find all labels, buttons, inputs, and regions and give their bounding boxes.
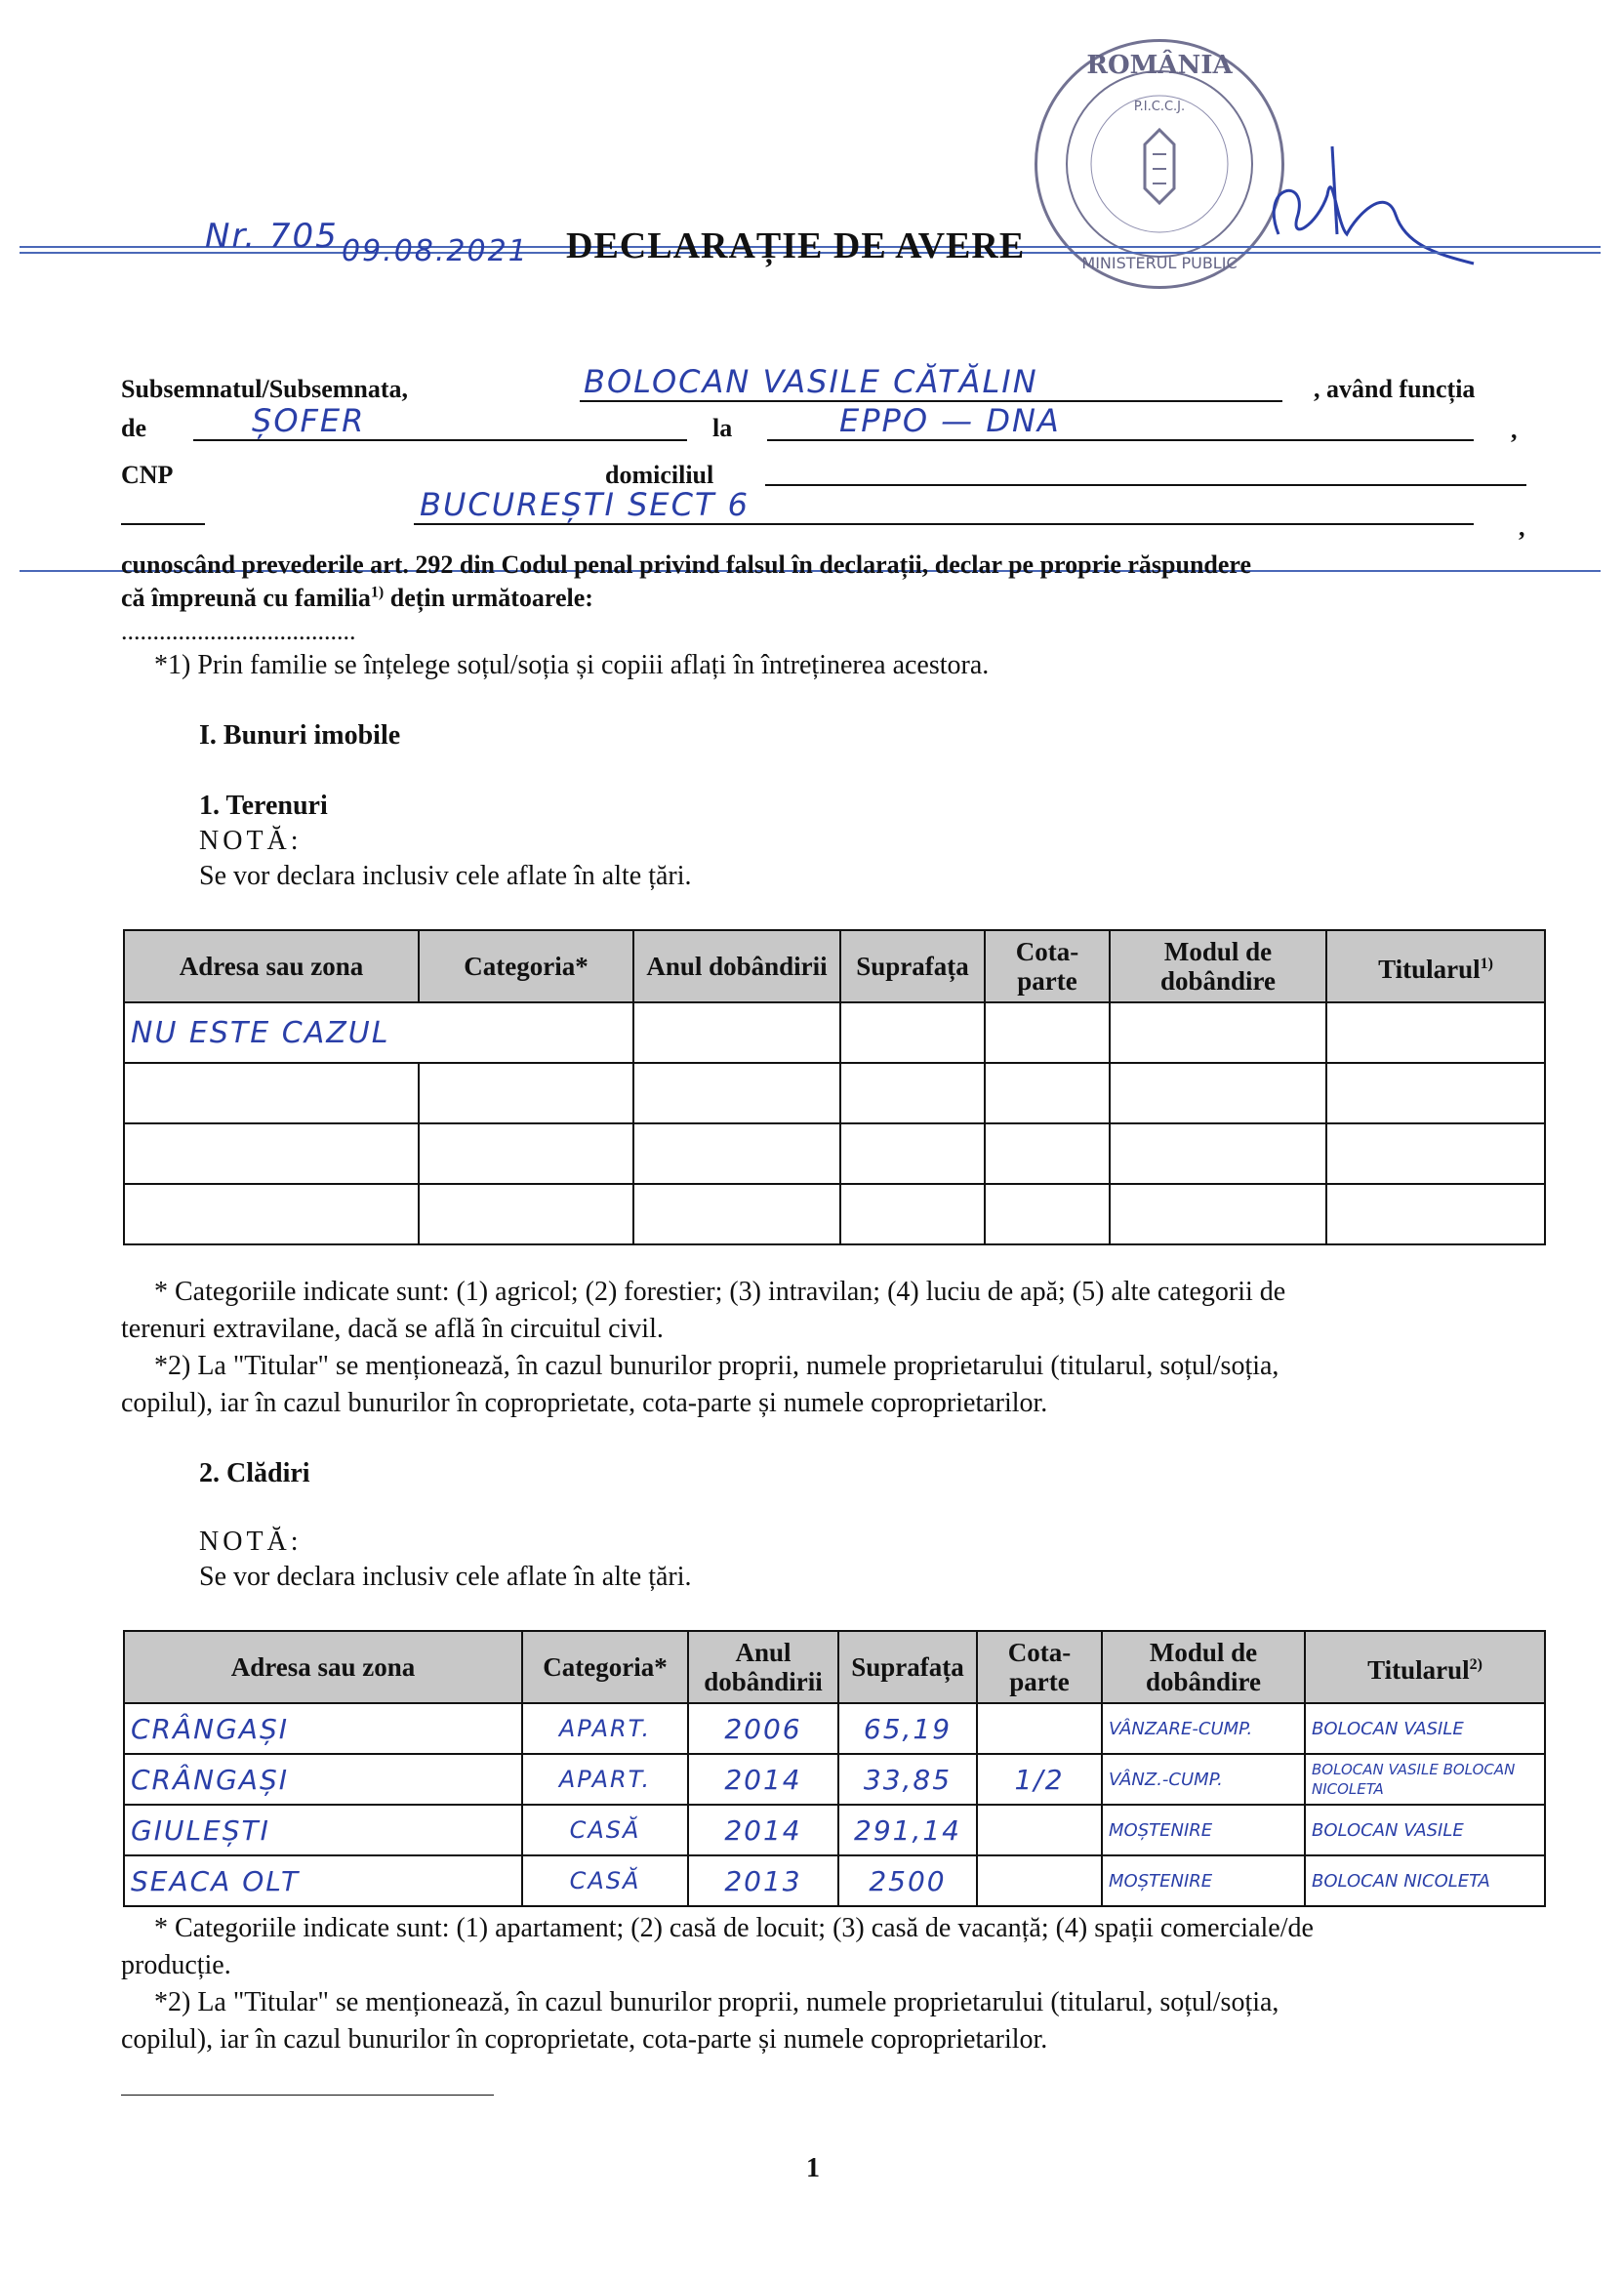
statement-line2 [121, 584, 593, 613]
cladiri-owner: BOLOCAN VASILE [1305, 1805, 1545, 1855]
terenuri-header-address: Adresa sau zona [124, 930, 419, 1002]
statement-line2-a: că împreună cu familia [121, 584, 371, 612]
cladiri-address: SEACA OLT [124, 1855, 522, 1906]
table-cell [1326, 1123, 1545, 1184]
terenuri-note-categories-2: terenuri extravilane, dacă se află în circuitul civil. [121, 1314, 664, 1344]
cladiri-owner: BOLOCAN VASILE [1305, 1703, 1545, 1754]
svg-text:MINISTERUL PUBLIC: MINISTERUL PUBLIC [1081, 254, 1238, 272]
cladiri-header-owner-sup: 2) [1469, 1655, 1482, 1673]
table-row [124, 1703, 1545, 1754]
cladiri-year: 2014 [688, 1754, 838, 1805]
cladiri-header-share: Cota-parte [977, 1631, 1102, 1703]
terenuri-header-category: Categoria* [419, 930, 633, 1002]
terenuri-nota-text: Se vor declara inclusiv cele aflate în alte țări. [199, 861, 692, 891]
cladiri-mode: VÂNZARE-CUMP. [1102, 1703, 1305, 1754]
table-cell [1110, 1123, 1326, 1184]
table-cell [1110, 1002, 1326, 1063]
svg-text:P.I.C.C.J.: P.I.C.C.J. [1133, 100, 1186, 114]
terenuri-note-categories-1: * Categoriile indicate sunt: (1) agricol; (2) forestier; (3) intravilan; (4) luciu de apă; (5) alte categorii de [154, 1277, 1286, 1307]
cladiri-note-titular-1: *2) La "Titular" se menționează, în cazul bunurilor proprii, numele proprietarului (titularul, soțul/soția, [154, 1987, 1279, 2017]
terenuri-note-titular-2: copilul), iar în cazul bunurilor în coproprietate, cota-parte și numele coproprietarilor. [121, 1388, 1048, 1418]
table-cell [419, 1184, 633, 1244]
terenuri-table [123, 929, 1546, 1245]
domicile-label: domiciliul [605, 461, 714, 489]
terenuri-header-owner-sup: 1) [1480, 955, 1493, 972]
table-cell [840, 1002, 985, 1063]
cladiri-year: 2014 [688, 1805, 838, 1855]
signature [1239, 127, 1483, 283]
cladiri-surface: 33,85 [838, 1754, 977, 1805]
institution-underline [767, 439, 1474, 441]
cladiri-surface: 291,14 [838, 1805, 977, 1855]
la-label: la [712, 414, 733, 442]
cladiri-owner: BOLOCAN VASILE BOLOCAN NICOLETA [1305, 1754, 1545, 1805]
declarant-function: ȘOFER [252, 402, 366, 439]
table-cell [985, 1002, 1110, 1063]
declarant-institution: EPPO — DNA [839, 402, 1061, 439]
table-cell [1326, 1063, 1545, 1123]
cladiri-year: 2006 [688, 1703, 838, 1754]
table-row [124, 1805, 1545, 1855]
cladiri-header-address: Adresa sau zona [124, 1631, 522, 1703]
terenuri-header-share: Cota-parte [985, 930, 1110, 1002]
table-cell [633, 1002, 840, 1063]
cladiri-category: APART. [522, 1703, 688, 1754]
cladiri-mode: MOȘTENIRE [1102, 1805, 1305, 1855]
terenuri-nota: NOTĂ: [199, 826, 303, 856]
terenuri-cell-nu-este-cazul: NU ESTE CAZUL [124, 1002, 633, 1063]
cladiri-mode: VÂNZ.-CUMP. [1102, 1754, 1305, 1805]
cladiri-address: CRÂNGAȘI [124, 1703, 522, 1754]
table-row [124, 1754, 1545, 1805]
cladiri-header-year: Anul dobândirii [688, 1631, 838, 1703]
cladiri-header-owner [1305, 1631, 1545, 1703]
function-label: , având funcția [1314, 375, 1476, 403]
table-cell [124, 1184, 419, 1244]
footnote-family: *1) Prin familie se înțelege soțul/soția și copiii aflați în întreținerea acestora. [154, 650, 990, 680]
table-cell [419, 1063, 633, 1123]
cladiri-nota: NOTĂ: [199, 1527, 303, 1557]
cladiri-mode: MOȘTENIRE [1102, 1855, 1305, 1906]
table-cell [840, 1123, 985, 1184]
terenuri-header-mode: Modul de dobândire [1110, 930, 1326, 1002]
domicile-underline-top [765, 484, 1526, 486]
line3-comma: , [1519, 513, 1525, 542]
cladiri-header-row [124, 1631, 1545, 1703]
cladiri-address: GIULEȘTI [124, 1805, 522, 1855]
document-title: DECLARAȚIE DE AVERE [566, 225, 1026, 266]
table-cell [1326, 1184, 1545, 1244]
cladiri-share [977, 1855, 1102, 1906]
table-cell [985, 1123, 1110, 1184]
declarant-domicile: BUCUREȘTI SECT 6 [420, 486, 751, 523]
terenuri-header-owner [1326, 930, 1545, 1002]
cladiri-note-categories-2: producție. [121, 1950, 231, 1980]
cladiri-share: 1/2 [977, 1754, 1102, 1805]
table-row [124, 1063, 1545, 1123]
table-cell [124, 1063, 419, 1123]
line2-comma: , [1511, 416, 1518, 444]
cladiri-category: APART. [522, 1754, 688, 1805]
table-cell [840, 1184, 985, 1244]
terenuri-header-row [124, 930, 1545, 1002]
cladiri-header-owner-label: Titularul [1367, 1654, 1470, 1685]
cladiri-title: 2. Clădiri [199, 1458, 310, 1488]
section1-title: I. Bunuri imobile [199, 720, 401, 751]
statement-line2-sup: 1) [370, 584, 385, 601]
name-label: Subsemnatul/Subsemnata, [121, 375, 409, 403]
cladiri-owner: BOLOCAN NICOLETA [1305, 1855, 1545, 1906]
cladiri-header-surface: Suprafața [838, 1631, 977, 1703]
table-cell [1326, 1002, 1545, 1063]
cladiri-note-categories-1: * Categoriile indicate sunt: (1) apartament; (2) casă de locuit; (3) casă de vacanță; (4) spații comerciale/de [154, 1913, 1314, 1943]
cladiri-category: CASĂ [522, 1855, 688, 1906]
table-row [124, 1002, 1545, 1063]
function-underline [193, 439, 687, 441]
terenuri-header-owner-label: Titularul [1378, 954, 1481, 984]
cladiri-nota-text: Se vor declara inclusiv cele aflate în alte țări. [199, 1562, 692, 1592]
table-cell [633, 1184, 840, 1244]
cladiri-share [977, 1805, 1102, 1855]
table-cell [1110, 1184, 1326, 1244]
statement-dots: ..................................... [121, 617, 356, 645]
table-cell [124, 1123, 419, 1184]
footnote-separator [121, 2095, 494, 2096]
table-row [124, 1855, 1545, 1906]
svg-text:ROMÂNIA: ROMÂNIA [1086, 51, 1233, 80]
table-cell [633, 1123, 840, 1184]
table-row [124, 1184, 1545, 1244]
cladiri-note-titular-2: copilul), iar în cazul bunurilor în coproprietate, cota-parte și numele coproprietarilor. [121, 2024, 1048, 2055]
table-cell [419, 1123, 633, 1184]
de-label: de [121, 414, 146, 442]
terenuri-header-year: Anul dobândirii [633, 930, 840, 1002]
cnp-underline [121, 523, 205, 525]
terenuri-header-surface: Suprafața [840, 930, 985, 1002]
statement-line2-b: dețin următoarele: [384, 584, 593, 612]
cladiri-surface: 65,19 [838, 1703, 977, 1754]
cladiri-header-category: Categoria* [522, 1631, 688, 1703]
cladiri-surface: 2500 [838, 1855, 977, 1906]
cladiri-header-mode: Modul de dobândire [1102, 1631, 1305, 1703]
table-cell [1110, 1063, 1326, 1123]
table-cell [985, 1063, 1110, 1123]
table-cell [985, 1184, 1110, 1244]
cladiri-year: 2013 [688, 1855, 838, 1906]
statement-line1: cunoscând prevederile art. 292 din Codul penal privind falsul în declarații, declar pe proprie răspundere [121, 550, 1252, 579]
domicile-underline [414, 523, 1474, 525]
registration-date: 09.08.2021 [342, 234, 529, 268]
cladiri-address: CRÂNGAȘI [124, 1754, 522, 1805]
cladiri-table [123, 1630, 1546, 1907]
cladiri-category: CASĂ [522, 1805, 688, 1855]
cladiri-share [977, 1703, 1102, 1754]
declarant-name: BOLOCAN VASILE CĂTĂLIN [584, 363, 1038, 400]
registration-number: Nr. 705 [205, 217, 339, 256]
table-cell [840, 1063, 985, 1123]
cnp-label: CNP [121, 461, 174, 489]
terenuri-note-titular-1: *2) La "Titular" se menționează, în cazul bunurilor proprii, numele proprietarului (titularul, soțul/soția, [154, 1351, 1279, 1381]
table-row [124, 1123, 1545, 1184]
table-cell [633, 1063, 840, 1123]
page-number: 1 [806, 2153, 820, 2183]
terenuri-title: 1. Terenuri [199, 791, 328, 821]
